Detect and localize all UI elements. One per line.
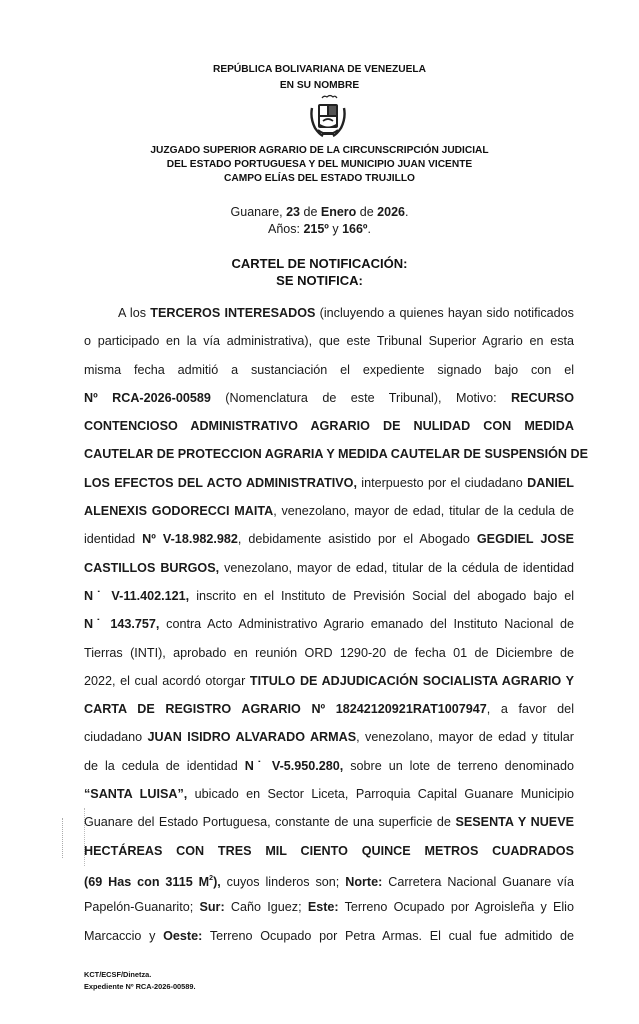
- court-name-line-2: DEL ESTADO PORTUGUESA Y DEL MUNICIPIO JUAN VICENTE: [166, 159, 473, 170]
- notice-body: [84, 299, 589, 950]
- body-text-segment: (incluyendo a quienes hayan sido notificados: [315, 306, 574, 320]
- date-month: Enero: [320, 205, 357, 219]
- year-federation: 166º: [342, 222, 368, 236]
- body-text-segment: contra Acto Administrativo Agrario emanado del Instituto Nacional de: [159, 617, 575, 632]
- body-line: [84, 469, 574, 497]
- body-text-segment: Sur:: [199, 900, 225, 915]
- boundary-north-value: Carretera Nacional Guanare vía: [382, 874, 574, 889]
- body-line-area: [84, 865, 574, 893]
- body-text-segment: Este:: [307, 900, 339, 915]
- body-line: [84, 440, 589, 468]
- body-line: [84, 893, 574, 921]
- boundaries-intro: cuyos linderos son;: [220, 874, 346, 889]
- body-line: [84, 837, 574, 865]
- footer-expediente: Expediente Nº RCA-2026-00589.: [84, 982, 196, 991]
- body-text-segment: GEGDIEL JOSE: [476, 532, 574, 547]
- body-line: [84, 695, 574, 723]
- body-text-segment: , venezolano, mayor de edad, titular de la cedula de: [273, 504, 574, 519]
- body-text-segment: RECURSO: [511, 390, 574, 405]
- date-city: Guanare,: [230, 205, 287, 219]
- date-year: 2026: [377, 205, 405, 219]
- area-superscript: 2: [209, 874, 214, 882]
- notice-title: CARTEL DE NOTIFICACIÓN:: [231, 256, 408, 271]
- date-line: [0, 205, 639, 219]
- body-line: [84, 554, 574, 582]
- body-text-segment: CASTILLOS BURGOS,: [84, 560, 220, 575]
- republic-heading: REPÚBLICA BOLIVARIANA DE VENEZUELA: [212, 64, 426, 75]
- date-day: 23: [286, 205, 301, 219]
- body-text-segment: , venezolano, mayor de edad y titular: [356, 730, 575, 745]
- body-text-segment: SESENTA Y NUEVE: [455, 815, 574, 830]
- body-line: [84, 525, 574, 553]
- body-text-segment: sobre un lote de terreno denominado: [343, 758, 575, 773]
- area-close: ),: [213, 874, 221, 889]
- body-text-segment: CAUTELAR DE PROTECCION AGRARIA Y MEDIDA CAUTELAR DE SUSPENSIÓN DE: [84, 447, 589, 462]
- body-text-segment: Guanare del Estado Portuguesa, constante de una superficie de: [84, 815, 456, 830]
- body-line: [84, 299, 574, 327]
- years-label: Años:: [268, 222, 304, 236]
- year-independence: 215º: [303, 222, 329, 236]
- body-text-segment: DANIEL: [527, 475, 574, 490]
- body-line: [84, 752, 574, 780]
- body-text-segment: ciudadano: [84, 730, 148, 745]
- body-text-segment: Caño Iguez;: [224, 900, 308, 915]
- body-text-segment: (Nomenclatura de este Tribunal), Motivo:: [210, 390, 512, 405]
- body-line: [84, 922, 574, 950]
- body-line: [84, 639, 574, 667]
- footer-initials: KCT/ECSF/Dinetza.: [84, 970, 152, 979]
- body-text-segment: interpuesto por el ciudadano: [356, 475, 528, 490]
- years-period: .: [367, 222, 371, 236]
- years-line: [0, 222, 639, 236]
- body-text-segment: o participado en la vía administrativa), que este Tribunal Superior Agrario en esta: [84, 334, 574, 349]
- court-name-line-3: CAMPO ELÍAS DEL ESTADO TRUJILLO: [224, 173, 415, 184]
- date-connector: de: [356, 205, 378, 219]
- body-text-segment: “SANTA LUISA”,: [84, 787, 188, 802]
- body-line: [84, 723, 574, 751]
- date-period: .: [404, 205, 409, 219]
- date-connector: de: [300, 205, 321, 219]
- body-text-segment: inscrito en el Instituto de Previsión Social del abogado bajo el: [189, 588, 574, 603]
- body-line: [84, 780, 574, 808]
- court-name-line-1: JUZGADO SUPERIOR AGRARIO DE LA CIRCUNSCRIPCIÓN JUDICIAL: [150, 145, 489, 156]
- body-text-segment: LOS EFECTOS DEL ACTO ADMINISTRATIVO,: [84, 475, 357, 490]
- en-su-nombre-heading: EN SU NOMBRE: [279, 80, 360, 91]
- body-line: [84, 327, 574, 355]
- boundary-north-label: Norte:: [345, 874, 383, 889]
- body-text-segment: venezolano, mayor de edad, titular de la cédula de identidad: [219, 560, 575, 575]
- body-text-segment: misma fecha admitió a sustanciación el expediente signado bajo con el: [84, 362, 574, 377]
- body-text-segment: N˙ V-11.402.121,: [84, 588, 190, 603]
- body-text-segment: N˙ 143.757,: [84, 617, 160, 632]
- body-line: [84, 582, 574, 610]
- area-figure: (69 Has con 3115 M: [84, 874, 210, 889]
- years-connector: y: [328, 222, 343, 236]
- body-line: [84, 610, 574, 638]
- body-text-segment: 2022, el cual acordó otorgar: [84, 673, 250, 688]
- body-text-segment: CONTENCIOSO ADMINISTRATIVO AGRARIO DE NULIDAD CON MEDIDA: [84, 419, 574, 434]
- body-line: [84, 667, 574, 695]
- body-text-segment: TITULO DE ADJUDICACIÓN SOCIALISTA AGRARIO Y: [249, 673, 574, 688]
- body-text-segment: Papelón-Guanarito;: [84, 900, 200, 915]
- body-line: [84, 384, 574, 412]
- body-text-segment: Nº V-18.982.982: [142, 532, 238, 547]
- body-line: [84, 497, 574, 525]
- body-text-segment: , debidamente asistido por el Abogado: [237, 532, 477, 547]
- body-text-segment: de la cedula de identidad: [84, 758, 245, 773]
- body-text-segment: Nº RCA-2026-00589: [84, 390, 211, 405]
- venezuela-coat-of-arms-icon: [308, 94, 348, 140]
- body-line: [84, 412, 574, 440]
- body-text-segment: N˙ V-5.950.280,: [244, 758, 344, 773]
- body-text-segment: A los: [118, 306, 151, 320]
- body-text-segment: identidad: [84, 532, 143, 547]
- body-line: [84, 808, 574, 836]
- body-text-segment: ALENEXIS GODORECCI MAITA: [84, 504, 274, 519]
- notice-subtitle: SE NOTIFICA:: [276, 273, 363, 288]
- body-text-segment: JUAN ISIDRO ALVARADO ARMAS: [147, 730, 357, 745]
- body-text-segment: ubicado en Sector Liceta, Parroquia Capital Guanare Municipio: [187, 787, 574, 802]
- body-text-segment: Terreno Ocupado por Petra Armas. El cual fue admitido de: [202, 928, 574, 943]
- body-line: [84, 356, 574, 384]
- body-text-segment: , a favor del: [486, 702, 574, 717]
- body-text-segment: Marcaccio y: [84, 928, 164, 943]
- body-text-segment: TERCEROS INTERESADOS: [150, 306, 316, 320]
- body-text-segment: HECTÁREAS CON TRES MIL CIENTO QUINCE METROS CUADRADOS: [84, 843, 574, 858]
- body-text-segment: CARTA DE REGISTRO AGRARIO Nº 18242120921RAT1007947: [84, 702, 487, 717]
- body-text-segment: Terreno Ocupado por Agroisleña y Elio: [338, 900, 574, 915]
- body-text-segment: Tierras (INTI), aprobado en reunión ORD 1290-20 de fecha 01 de Diciembre de: [84, 645, 574, 660]
- body-text-segment: Oeste:: [163, 928, 203, 943]
- scan-margin-mark: [62, 818, 65, 858]
